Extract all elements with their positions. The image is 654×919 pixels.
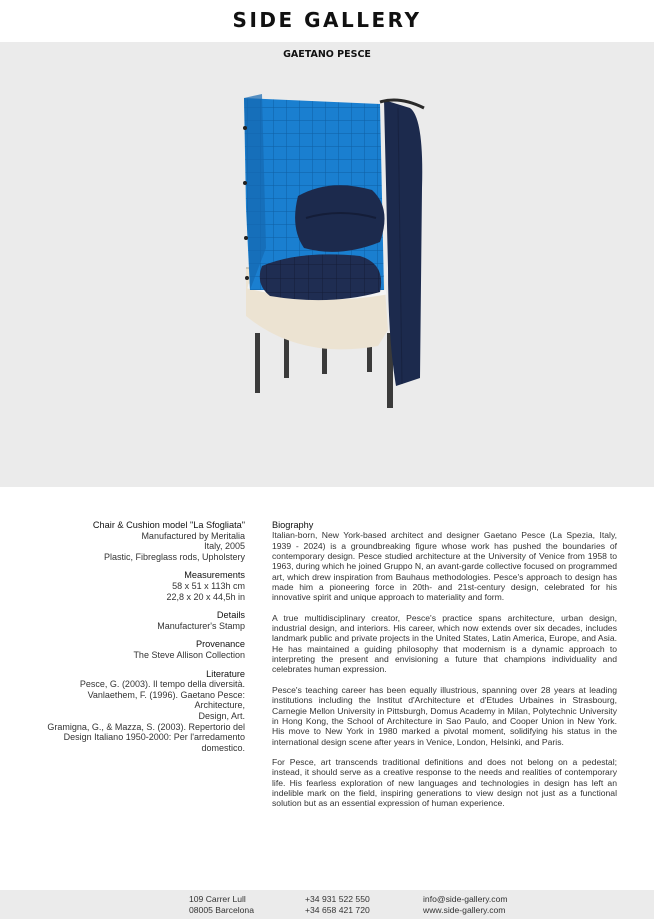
literature-item: Design, Art.	[198, 710, 245, 721]
email-link[interactable]: info@side-gallery.com	[423, 894, 508, 904]
phone-link[interactable]: +34 658 421 720	[305, 905, 370, 915]
footer	[0, 890, 654, 919]
biography-paragraph: Pesce's teaching career has been equally illustrious, spanning over 28 years at leading institutions including the Institut d'Architecture et d'Etudes Urbaines in Strasbourg, Carnegie Mellon University in Pittsburgh, Domus Academy in Milan, Polytechnic University in Hong Kong, the School of Architecture in Sao Paulo, and Cooper Union in New York. His move to New York in 1980 marked a pivotal moment, solidifying his status in the international design scene after years in Venice, London, Helsinki, and Paris.	[272, 684, 617, 747]
literature-item: Pesce, G. (2003). Il tempo della diversità.	[79, 679, 245, 690]
biography-paragraph: A true multidisciplinary creator, Pesce's practice spans architecture, urban design, industrial design, and interiors. His career, which now extends over six decades, includes landmark public and private projects in the United States, Latin America, Europe, and Asia. He has maintained a guiding philosophy that modernism is a dynamic approach to interpreting the present and envisioning a future that champions individuality and celebrates human expression.	[272, 612, 617, 675]
address-line: 109 Carrer Lull	[189, 894, 246, 904]
footer-contact	[423, 894, 508, 916]
literature-item: domestico.	[201, 742, 245, 753]
literature-item: Gramigna, G., & Mazza, S. (2003). Repertorio del	[47, 721, 245, 732]
product-photo	[0, 68, 654, 487]
biography-heading: Biography	[272, 520, 314, 530]
address-line: 08005 Barcelona	[189, 905, 254, 915]
details-heading: Details	[216, 610, 245, 621]
footer-address	[189, 894, 254, 916]
biography	[272, 520, 617, 819]
literature-heading: Literature	[206, 668, 245, 679]
website-link[interactable]: www.side-gallery.com	[423, 905, 506, 915]
manufacturer: Manufactured by Meritalia	[141, 530, 245, 541]
artist-name: GAETANO PESCE	[0, 42, 654, 68]
provenance-heading: Provenance	[195, 639, 245, 650]
biography-paragraph: For Pesce, art transcends traditional definitions and does not belong on a pedestal; instead, it should serve as a creative response to the needs and realities of contemporary life. His fearless exploration of new languages and technologies in design has left an indelible mark on the field, inspiring generations to view design not just as a functional solution but as an essential expression of human experience.	[272, 756, 617, 809]
biography-paragraph: Italian-born, New York-based architect and designer Gaetano Pesce (La Spezia, Italy, 1939 - 2024) is a groundbreaking figure whose work has pushed the boundaries of contemporary design. Pesce studied architecture at the University of Venice from 1958 to 1963, during which he joined Gruppo N, an avant-garde collective focused on programmed art, which drew inspiration from Bauhaus methodologies. Pesce's approach to design has made him a pioneering force in 20th- and 21st-century design, celebrated for his innovative spirit and unique approach to materiality and form.	[272, 530, 617, 603]
chair-photo-icon	[0, 68, 654, 487]
literature-item: Design Italiano 1950-2000: Per l'arredamento	[63, 732, 245, 743]
provenance-text: The Steve Allison Collection	[133, 649, 245, 660]
phone-link[interactable]: +34 931 522 550	[305, 894, 370, 904]
artwork-details	[40, 520, 245, 753]
footer-phones	[305, 894, 370, 916]
literature-item: Vanlaethem, F. (1996). Gaetano Pesce: Architecture,	[87, 689, 245, 711]
materials: Plastic, Fibreglass rods, Upholstery	[103, 551, 245, 562]
measurements-in: 22,8 x 20 x 44,5h in	[166, 591, 245, 602]
gallery-logo: SIDE GALLERY	[232, 8, 422, 32]
measurements-cm: 58 x 51 x 113h cm	[172, 580, 245, 591]
details-text: Manufacturer's Stamp	[157, 620, 245, 631]
artwork-title: Chair & Cushion model "La Sfogliata"	[92, 520, 245, 530]
origin: Italy, 2005	[204, 541, 245, 552]
measurements-heading: Measurements	[184, 570, 245, 581]
